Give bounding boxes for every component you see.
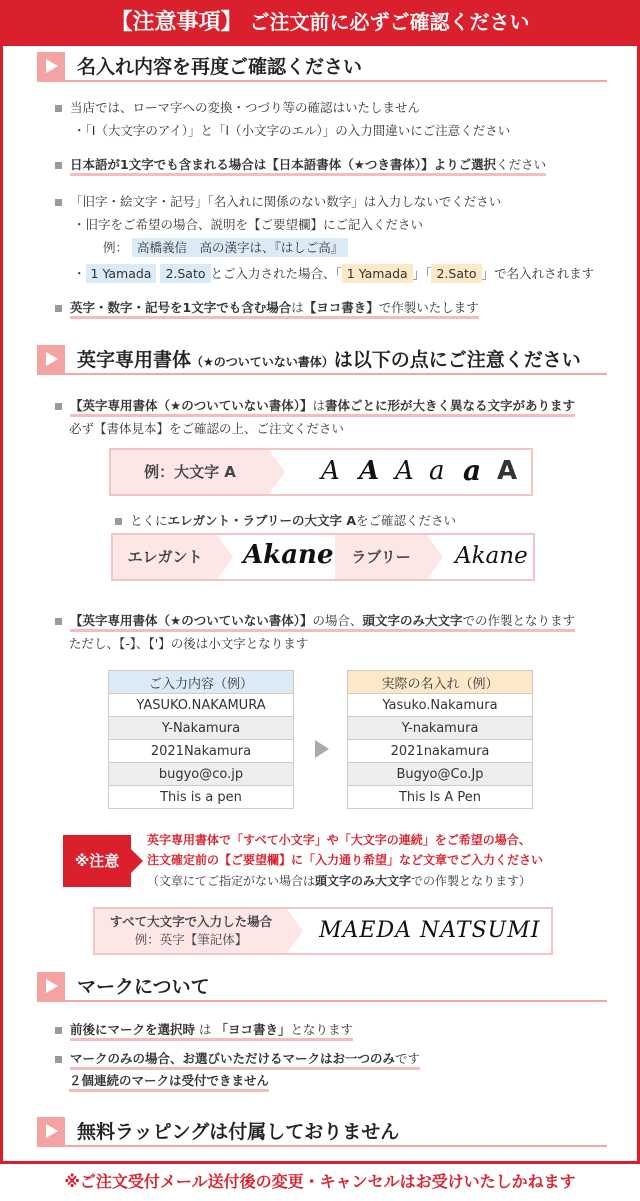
glyph-sample-5: a (463, 454, 482, 487)
bullet-icon (55, 105, 62, 112)
example-capital-a-box (109, 448, 533, 496)
table-row: YASUKO.NAKAMURA (109, 694, 294, 717)
chevron-icon (287, 909, 303, 953)
s1-line5: ・旧字をご希望の場合、説明を【ご要望欄】にご記入ください (73, 217, 424, 232)
input-table-header: ご入力内容（例） (109, 671, 294, 694)
table-row: 2021nakamura (348, 740, 533, 763)
table-row: Bugyo@Co.Jp (348, 763, 533, 786)
input-example-table (108, 670, 294, 809)
arrow-right-icon (315, 740, 329, 758)
warning-line1: 英字専用書体で「すべて小文字」や「大文字の連続」をご希望の場合、 (147, 833, 531, 847)
elegant-lovely-box (111, 533, 535, 581)
header-banner (0, 0, 640, 46)
lovely-label: ラブリー (335, 535, 427, 579)
glyph-sample-3: A (395, 456, 414, 486)
section-title-wrapping (37, 1115, 607, 1147)
warning-line3: （文章にてご指定がない場合は頭文字のみ大文字での作製となります） (147, 874, 532, 888)
s2-line2: 必ず【書体見本】をご確認の上、ご注文ください (69, 421, 345, 436)
header-bracket-title: 【注意事項】 (110, 10, 243, 35)
table-row: 2021Nakamura (109, 740, 294, 763)
section-title-english-fonts (37, 343, 607, 375)
table-row: Y-nakamura (348, 717, 533, 740)
table-row: Y-Nakamura (109, 717, 294, 740)
s1-line7: ・ 1 Yamada 2.Sato とご入力された場合、「 1 Yamada 」「 2.Sato 」で名入れされます (73, 266, 595, 281)
section-title-marks (37, 970, 607, 1002)
s2-line4: 【英字専用書体（★のついていない書体）】の場合、頭文字のみ大文字での作製となります (55, 611, 575, 629)
glyph-sample-4: a (429, 456, 445, 486)
arrow-icon (37, 345, 65, 373)
all-caps-label: すべて大文字で入力した場合 例：英字【筆記体】 (95, 909, 287, 953)
arrow-icon (37, 1117, 65, 1145)
bullet-icon (55, 618, 62, 625)
example-label: 例：大文字 A (111, 450, 269, 494)
section-title-name-check (37, 50, 607, 82)
footer-notice: ※ご注文受付メール送付後の変更・キャンセルはお受けいたしかねます (0, 1161, 640, 1201)
s1-line6: 例： 高橋義信 高の漢字は、『はしご高』 (103, 238, 348, 256)
s3-line3: ２個連続のマークは受付できません (69, 1071, 269, 1089)
chevron-icon (269, 450, 285, 494)
s2-line3: とくにエレガント・ラブリーの大文字 Aをご確認ください (115, 511, 456, 529)
all-caps-example-box (93, 907, 553, 955)
bullet-icon (55, 305, 62, 312)
glyph-sample-6: A (497, 456, 518, 486)
section3-title-text: マークについて (77, 976, 210, 998)
warning-line2: 注文確定前の【ご要望欄】に「入力通り希望」など文章でご入力ください (147, 853, 544, 867)
bullet-icon (55, 199, 62, 206)
elegant-sample: Akane (243, 540, 334, 570)
header-subtitle: ご注文前に必ずご確認ください (249, 10, 530, 34)
s1-line4: 「旧字・絵文字・記号」「名入れに関係のない数字」は入力しないでください (55, 192, 501, 210)
bullet-icon (55, 1027, 62, 1034)
s1-line3: 日本語が1文字でも含まれる場合は【日本語書体（★つき書体）】よりご選択ください (55, 155, 546, 173)
glyph-sample-1: A (321, 456, 340, 486)
chevron-icon (217, 535, 233, 579)
s1-line8: 英字・数字・記号を1文字でも含む場合は【ヨコ書き】で作製いたします (55, 298, 479, 316)
s2-line1: 【英字専用書体（★のついていない書体）】は書体ごとに形が大きく異なる文字があります (55, 396, 575, 414)
s2-line5: ただし、【-】、【'】の後は小文字となります (69, 636, 309, 651)
arrow-icon (37, 52, 65, 80)
glyph-sample-2: A (359, 456, 380, 486)
bullet-icon (115, 518, 122, 525)
section2-title-text: 英字専用書体（★のついていない書体）は以下の点にご注意ください (77, 349, 581, 371)
bullet-icon (55, 162, 62, 169)
table-row: This is a pen (109, 786, 294, 809)
all-caps-sample: MAEDA NATSUMI (319, 918, 541, 943)
bullet-icon (55, 1056, 62, 1063)
arrow-icon (37, 972, 65, 1000)
chevron-icon (427, 535, 443, 579)
s3-line2: マークのみの場合、お選びいただけるマークはお一つのみです (55, 1049, 420, 1067)
output-table-header: 実際の名入れ（例） (348, 671, 533, 694)
table-row: This Is A Pen (348, 786, 533, 809)
elegant-label: エレガント (113, 535, 217, 579)
output-example-table (347, 670, 533, 809)
s1-line2: ・「I（大文字のアイ）」と「l（小文字のエル）」の入力間違いにご注意ください (73, 123, 511, 138)
table-row: Yasuko.Nakamura (348, 694, 533, 717)
warning-badge: ※注意 (63, 835, 131, 887)
bullet-icon (55, 403, 62, 410)
section4-title-text: 無料ラッピングは付属しておりません (77, 1121, 400, 1143)
s3-line1: 前後にマークを選択時 は 「ヨコ書き」となります (55, 1020, 353, 1038)
lovely-sample: Akane (455, 543, 528, 569)
section1-title-text: 名入れ内容を再度ご確認ください (77, 56, 363, 78)
table-row: bugyo@co.jp (109, 763, 294, 786)
s1-line1: 当店では、ローマ字への変換・つづり等の確認はいたしません (55, 98, 420, 116)
